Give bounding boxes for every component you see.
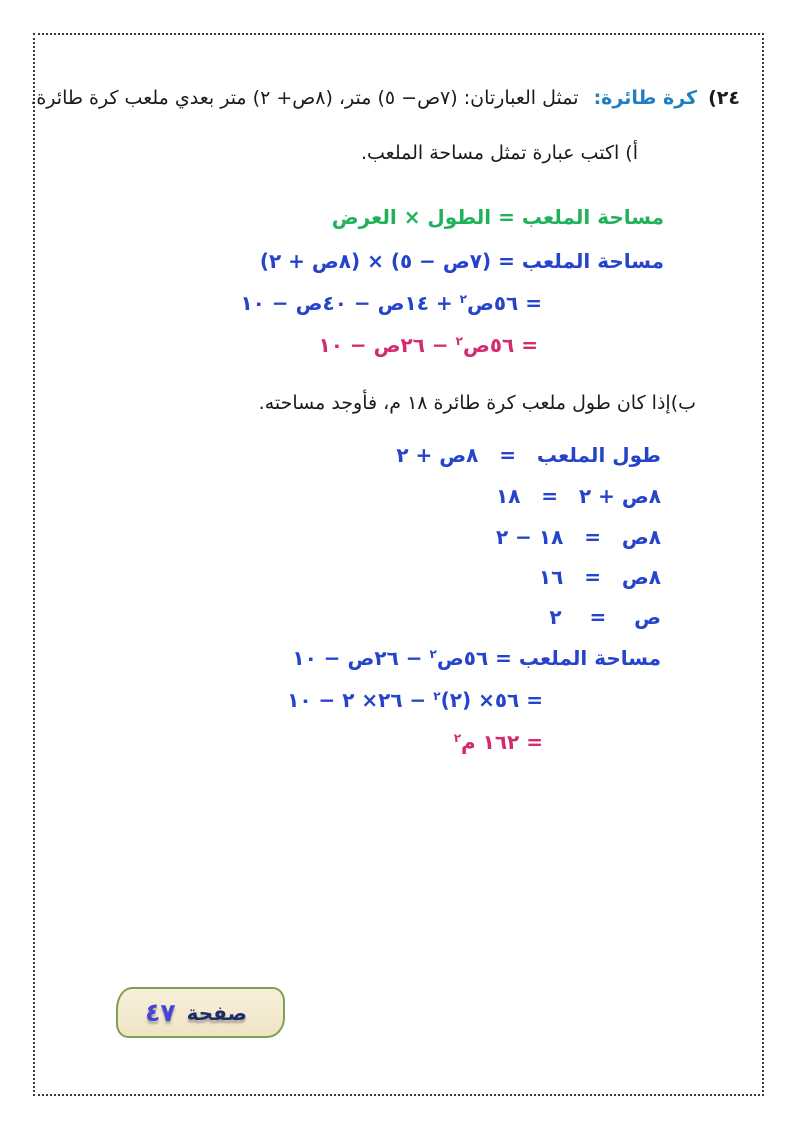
eq-superscript: ٢ <box>453 731 462 745</box>
area-substitution-line <box>260 249 664 273</box>
eq-superscript: ٢ <box>433 689 441 703</box>
eq-segment: ٨ص + ٢ = ١٨ <box>496 484 661 508</box>
part-a-label: أ) اكتب عبارة تمثل مساحة الملعب. <box>360 142 638 164</box>
eq-segment: ص = ٢ <box>549 605 661 629</box>
eq-segment: مساحة الملعب = الطول × العرض <box>331 205 664 229</box>
page-number-badge <box>116 987 285 1038</box>
eq-segment: = ٥٦× (٢) <box>440 688 543 712</box>
solve-step-1 <box>496 484 661 508</box>
area-result-line <box>454 730 543 754</box>
area-simplified-line <box>318 333 538 357</box>
eq-segment: + ١٤ص − ٤٠ص − ١٠ <box>240 291 460 315</box>
area-value-substitution-line <box>287 688 543 712</box>
page-badge-number: ٤٧ <box>145 998 176 1027</box>
eq-segment: مساحة الملعب = (٧ص − ٥) × (٨ص + ٢) <box>259 249 664 273</box>
eq-segment: ٨ص = ١٨ − ٢ <box>496 525 661 549</box>
eq-superscript: ٢ <box>459 292 467 306</box>
question-statement: تمثل العبارتان: (٧ص− ٥) متر، (٨ص+ ٢) متر بعدي ملعب كرة طائرة. <box>30 87 579 109</box>
area-formula-line <box>332 205 664 229</box>
area-expansion-line <box>240 291 542 315</box>
solve-step-2 <box>496 525 661 549</box>
eq-segment: − ٢٦ص − ١٠ <box>318 333 456 357</box>
question-heading <box>30 87 740 109</box>
eq-segment: مساحة الملعب = ٥٦ص <box>436 646 661 670</box>
eq-segment: = ٥٦ص <box>466 291 542 315</box>
eq-segment: طول الملعب = ٨ص + ٢ <box>396 443 661 467</box>
solve-step-3 <box>539 565 661 589</box>
eq-superscript: ٢ <box>455 334 463 348</box>
page-badge-label: صفحة <box>186 1000 247 1025</box>
question-number: ٢٤) <box>708 87 740 109</box>
area-equation-line <box>292 646 661 670</box>
part-b-label: ب)إذا كان طول ملعب كرة طائرة ١٨ م، فأوجد مساحته. <box>258 392 696 414</box>
length-equation-line <box>396 443 661 467</box>
eq-segment: ٨ص = ١٦ <box>538 565 661 589</box>
eq-segment: = ٥٦ص <box>462 333 538 357</box>
question-title: كرة طائرة: <box>593 87 698 109</box>
eq-segment: − ٢٦ص − ١٠ <box>292 646 430 670</box>
eq-segment: − ٢٦× ٢ − ١٠ <box>287 688 434 712</box>
eq-segment: = ١٦٢ م <box>461 730 543 754</box>
eq-superscript: ٢ <box>429 647 437 661</box>
solve-step-4 <box>549 605 661 629</box>
